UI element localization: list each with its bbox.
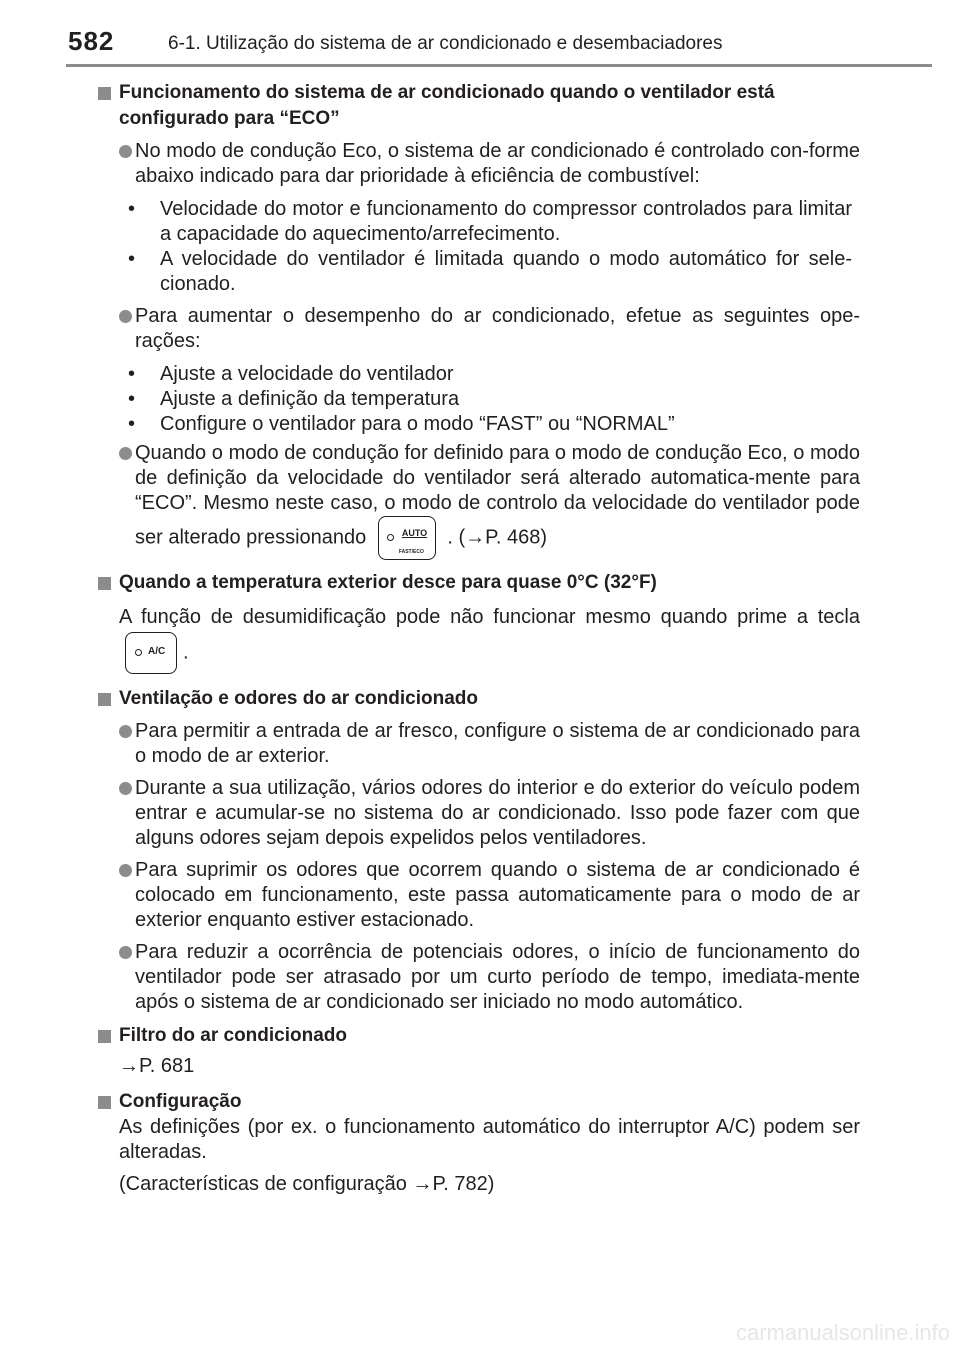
section-text: As definições (por ex. o funcionamento automático do interruptor A/C) podem ser alteradas. <box>119 1116 860 1163</box>
section-eco-fan <box>98 80 860 560</box>
sub-item: • Configure o ventilador para o modo “FAST” ou “NORMAL” <box>128 413 675 435</box>
section-text: A função de desumidificação pode não funcionar mesmo quando prime a tecla A/C . <box>119 602 860 674</box>
sub-item: • Ajuste a definição da temperatura <box>128 388 460 410</box>
sub-item: • Ajuste a velocidade do ventilador <box>128 363 454 385</box>
bullet-text: No modo de condução Eco, o sistema de ar condicionado é controlado con-forme abaixo indicado para dar prioridade à eficiência de combustível: <box>135 140 860 187</box>
section-square-icon <box>98 1096 111 1109</box>
section-title: Funcionamento do sistema de ar condicionado quando o ventilador está configurado para “ECO” <box>119 82 775 129</box>
sub-item-text: Ajuste a definição da temperatura <box>160 388 460 410</box>
indicator-light-icon <box>135 649 142 656</box>
section-ac-filter <box>98 1023 860 1079</box>
bullet-item <box>119 858 860 933</box>
bullet-dot-icon <box>119 946 132 959</box>
bullet-text: Durante a sua utilização, vários odores do interior e do exterior do veículo podem entrar e acumular-se no sistema do ar condicionado. Isso pode fazer com que alguns odores sejam depois expelidos pelos ventiladores. <box>135 777 860 849</box>
auto-button-sublabel: FAST/ECO <box>398 549 424 555</box>
section-square-icon <box>98 87 111 100</box>
indicator-light-icon <box>387 534 394 541</box>
section-title: Ventilação e odores do ar condicionado <box>119 688 478 709</box>
page-reference-link[interactable]: (Características de configuração →P. 782) <box>119 1173 495 1195</box>
section-title: Quando a temperatura exterior desce para quase 0°C (32°F) <box>119 572 657 593</box>
sub-item-text: Velocidade do motor e funcionamento do compressor controlados para limitar a capacidade do aquecimento/arrefecimento. <box>160 198 852 245</box>
bullet-text: Quando o modo de condução for definido para o modo de condução Eco, o modo de definição da velocidade do ventilador será alterado automatica-mente para “ECO”. Mesmo neste caso, o modo de controlo da velocidade do ventilador pode ser alterado pressionando AUTO FAST/ECO . (→P. 468) <box>135 441 860 560</box>
section-ventilation-odors <box>98 686 860 1015</box>
bullet-text: Para reduzir a ocorrência de potenciais odores, o início de funcionamento do ventilador pode ser atrasado por um curto período de tempo, imediata-mente após o sistema de ar condicionado ser iniciado no modo automático. <box>135 941 860 1013</box>
bullet-dot-icon <box>119 145 132 158</box>
sub-item: • A velocidade do ventilador é limitada quando o modo automático for sele-cionado. <box>128 248 852 295</box>
chapter-title: 6-1. Utilização do sistema de ar condicionado e desembaciadores <box>168 33 723 54</box>
section-title: Configuração <box>119 1091 242 1112</box>
section-square-icon <box>98 577 111 590</box>
section-square-icon <box>98 693 111 706</box>
bullet-dot-icon <box>119 447 132 460</box>
header-divider <box>66 64 932 67</box>
page-number: 582 <box>68 26 115 56</box>
bullet-item <box>119 304 860 354</box>
watermark: carmanualsonline.info <box>735 1320 950 1345</box>
bullet-item <box>119 441 860 560</box>
ac-button-label: A/C <box>148 646 166 657</box>
page-header <box>0 0 960 70</box>
auto-button-icon <box>378 516 436 560</box>
bullet-text: Para permitir a entrada de ar fresco, configure o sistema de ar condicionado para o modo de ar exterior. <box>135 720 860 767</box>
bullet-dot-icon <box>119 782 132 795</box>
bullet-text: Para suprimir os odores que ocorrem quando o sistema de ar condicionado é colocado em funcionamento, este passa automaticamente para o modo de ar exterior enquanto estiver estacionado. <box>135 859 860 931</box>
bullet-item <box>119 940 860 1015</box>
bullet-dot-icon <box>119 725 132 738</box>
sub-item-text: A velocidade do ventilador é limitada quando o modo automático for sele-cionado. <box>160 248 852 295</box>
sub-item-text: Configure o ventilador para o modo “FAST” ou “NORMAL” <box>160 413 675 435</box>
section-low-temperature <box>98 570 860 674</box>
bullet-item <box>119 719 860 769</box>
section-title: Filtro do ar condicionado <box>119 1025 347 1046</box>
bullet-item <box>119 139 860 189</box>
sub-item-text: Ajuste a velocidade do ventilador <box>160 363 454 385</box>
auto-button-label: AUTO <box>401 528 428 538</box>
bullet-dot-icon <box>119 864 132 877</box>
ac-button-icon <box>125 632 177 674</box>
bullet-item <box>119 776 860 851</box>
section-configuration <box>98 1089 860 1197</box>
sub-item: • Velocidade do motor e funcionamento do compressor controlados para limitar a capacidade do aquecimento/arrefecimento. <box>128 198 852 245</box>
page-content <box>98 80 860 1197</box>
bullet-dot-icon <box>119 310 132 323</box>
page-reference-link[interactable]: →P. 681 <box>119 1055 195 1077</box>
section-square-icon <box>98 1030 111 1043</box>
bullet-text: Para aumentar o desempenho do ar condicionado, efetue as seguintes ope-rações: <box>135 305 860 352</box>
